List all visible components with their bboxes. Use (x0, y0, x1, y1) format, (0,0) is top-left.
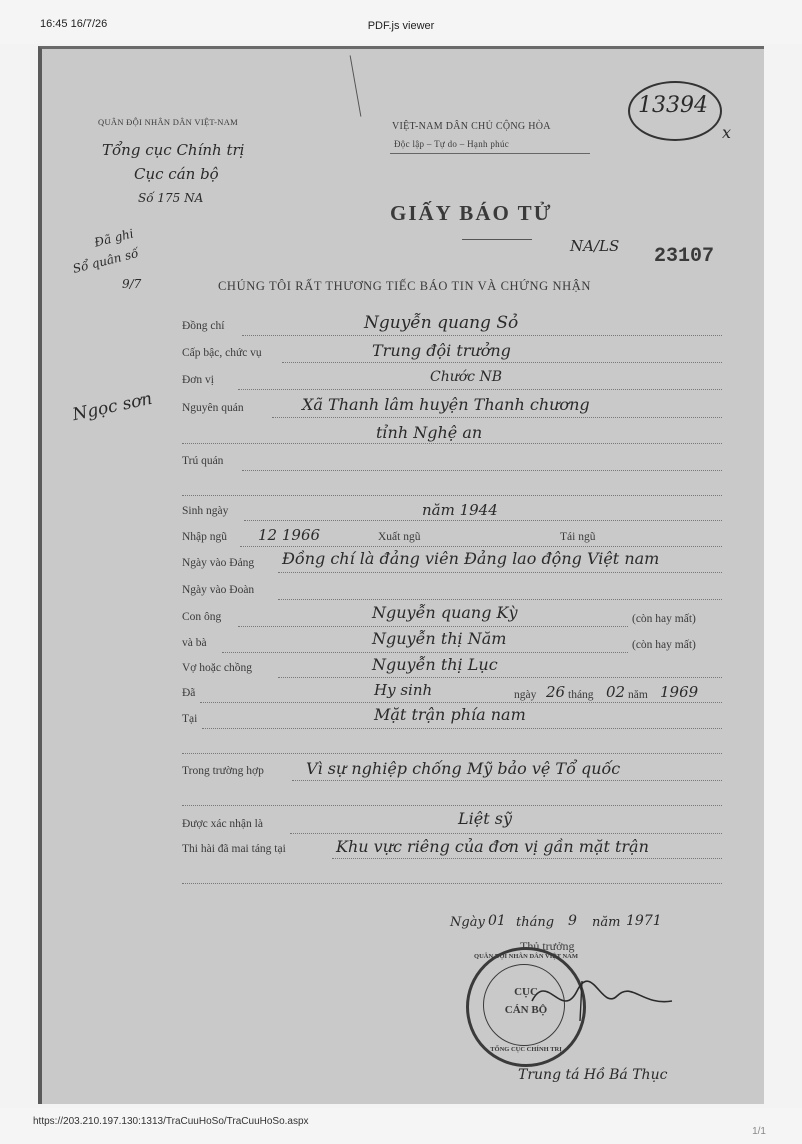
value-tai: Mặt trận phía nam (374, 705, 526, 724)
label-xuat-ngu: Xuất ngũ (378, 531, 421, 543)
issue-year: 1971 (626, 913, 662, 929)
motto: Độc lập – Tự do – Hạnh phúc (394, 139, 510, 149)
record-number: 13394 (638, 93, 708, 118)
label-nguyen-quan: Nguyên quán (182, 402, 244, 414)
dots-nhap-ngu (240, 546, 722, 547)
x-mark: x (722, 123, 732, 142)
browser-topbar (0, 0, 802, 44)
subtitle: CHÚNG TÔI RẤT THƯƠNG TIẾC BÁO TIN VÀ CHỨNG NHẬN (218, 279, 591, 293)
signature-scribble (522, 961, 682, 1031)
code-hand: NA/LS (570, 237, 620, 255)
label-cap-bac: Cấp bậc, chức vụ (182, 347, 262, 359)
side-note-2: Sổ quân số (71, 246, 140, 276)
left-hand-line2: Cục cán bộ (134, 165, 219, 183)
label-tru-quan: Trú quán (182, 455, 224, 467)
dots-tai (202, 728, 722, 729)
label-vo-chong: Vợ hoặc chồng (182, 662, 252, 674)
label-ngay-vao-dang: Ngày vào Đảng (182, 557, 255, 569)
label-sinh-ngay: Sinh ngày (182, 505, 229, 517)
clock-time: 16:45 16/7/26 (40, 18, 108, 30)
dots-tru-quan-2 (182, 495, 722, 496)
death-month: 02 (606, 683, 626, 701)
dots-tru-quan (242, 470, 722, 471)
margin-note: Ngọc sơn (70, 388, 155, 426)
value-xac-nhan: Liệt sỹ (458, 809, 512, 828)
label-da: Đã (182, 687, 196, 699)
dots-mai-tang-2 (182, 883, 722, 884)
death-nam-label: năm (628, 689, 648, 701)
label-nhap-ngu: Nhập ngũ (182, 531, 228, 543)
value-cap-bac: Trung đội trưởng (372, 341, 511, 360)
browser-statusbar (0, 1108, 802, 1144)
stamp-bottom-text: TỔNG CỤC CHÍNH TRỊ (490, 1046, 562, 1053)
value-va-ba: Nguyễn thị Năm (372, 629, 507, 648)
value-don-vi: Chước NB (430, 369, 503, 385)
label-tai: Tại (182, 713, 198, 725)
issue-day: 01 (488, 913, 506, 929)
label-dong-chi: Đồng chí (182, 320, 225, 332)
dots-tai-2 (182, 753, 722, 754)
label-don-vi: Đơn vị (182, 374, 214, 386)
dots-vao-doan (278, 599, 722, 600)
side-note-3: 9/7 (122, 277, 142, 291)
left-hand-line1: Tổng cục Chính trị (102, 141, 245, 159)
value-vo-chong: Nguyễn thị Lục (372, 655, 498, 674)
dots-da (200, 702, 722, 703)
country-name: VIỆT-NAM DÂN CHỦ CỘNG HÒA (392, 121, 551, 132)
stamp-top-text: QUÂN ĐỘI NHÂN DÂN VIỆT NAM (474, 953, 578, 960)
dots-va-ba (222, 652, 628, 653)
doc-number: Số 175 NA (138, 191, 204, 205)
dots-vao-dang (278, 572, 722, 573)
serial-number: 23107 (654, 245, 715, 268)
fold-line (350, 55, 362, 116)
note-con-ong: (còn hay mất) (632, 613, 696, 625)
death-year: 1969 (660, 683, 699, 701)
death-thang-label: tháng (568, 689, 594, 701)
value-nguyen-quan: Xã Thanh lâm huyện Thanh chương (302, 395, 590, 414)
dots-truong-hop (292, 780, 722, 781)
issue-month: 9 (568, 913, 577, 929)
label-xac-nhan: Được xác nhận là (182, 818, 263, 830)
value-con-ong: Nguyễn quang Kỳ (372, 603, 518, 622)
page-counter: 1/1 (752, 1126, 766, 1137)
value-truong-hop: Vì sự nghiệp chống Mỹ bảo vệ Tổ quốc (306, 759, 621, 778)
signer-title: Thủ trưởng (520, 939, 575, 953)
dots-nguyen-quan (272, 417, 722, 418)
issue-thang-label: tháng (516, 915, 555, 930)
value-nhap-ngu: 12 1966 (258, 526, 321, 544)
value-mai-tang: Khu vực riêng của đơn vị gần mặt trận (336, 837, 649, 856)
label-truong-hop: Trong trường hợp (182, 765, 264, 777)
label-con-ong: Con ông (182, 611, 222, 623)
viewer-title: PDF.js viewer (367, 20, 435, 32)
dots-vo-chong (278, 677, 722, 678)
org-name: QUÂN ĐỘI NHÂN DÂN VIỆT-NAM (98, 117, 239, 127)
title-underline (462, 239, 532, 240)
death-day: 26 (546, 683, 566, 701)
dots-sinh-ngay (244, 520, 722, 521)
dots-dong-chi (242, 335, 722, 336)
dots-truong-hop-2 (182, 805, 722, 806)
issue-ngay-label: Ngày (450, 915, 485, 930)
value-ngay-vao-dang: Đồng chí là đảng viên Đảng lao động Việt nam (282, 549, 660, 568)
document-title: GIẤY BÁO TỬ (390, 201, 553, 225)
label-va-ba: và bà (182, 637, 207, 649)
value-sinh-ngay: năm 1944 (422, 501, 498, 519)
dots-xac-nhan (290, 833, 722, 834)
document-page (38, 46, 764, 1104)
dots-nguyen-quan-2 (182, 443, 722, 444)
dots-don-vi (238, 389, 722, 390)
dots-con-ong (238, 626, 628, 627)
label-mai-tang: Thi hài đã mai táng tại (182, 843, 286, 855)
stamp-center-1: CỤC (514, 986, 538, 998)
motto-underline (390, 153, 590, 154)
page-url[interactable]: https://203.210.197.130:1313/TraCuuHoSo/TraCuuHoSo.aspx (33, 1116, 309, 1127)
signer-name: Trung tá Hồ Bá Thục (518, 1067, 668, 1083)
dots-cap-bac (282, 362, 722, 363)
side-note-1: Đã ghi (92, 226, 136, 250)
death-ngay-label: ngày (514, 689, 537, 701)
value-da: Hy sinh (374, 681, 433, 699)
note-va-ba: (còn hay mất) (632, 639, 696, 651)
issue-nam-label: năm (592, 915, 621, 930)
label-tai-ngu: Tái ngũ (560, 531, 596, 543)
dots-mai-tang (332, 858, 722, 859)
label-ngay-vao-doan: Ngày vào Đoàn (182, 584, 255, 596)
value-dong-chi: Nguyễn quang Sỏ (364, 313, 519, 333)
value-tinh: tỉnh Nghệ an (376, 423, 483, 442)
stamp-center-2: CÁN BỘ (504, 1004, 548, 1016)
